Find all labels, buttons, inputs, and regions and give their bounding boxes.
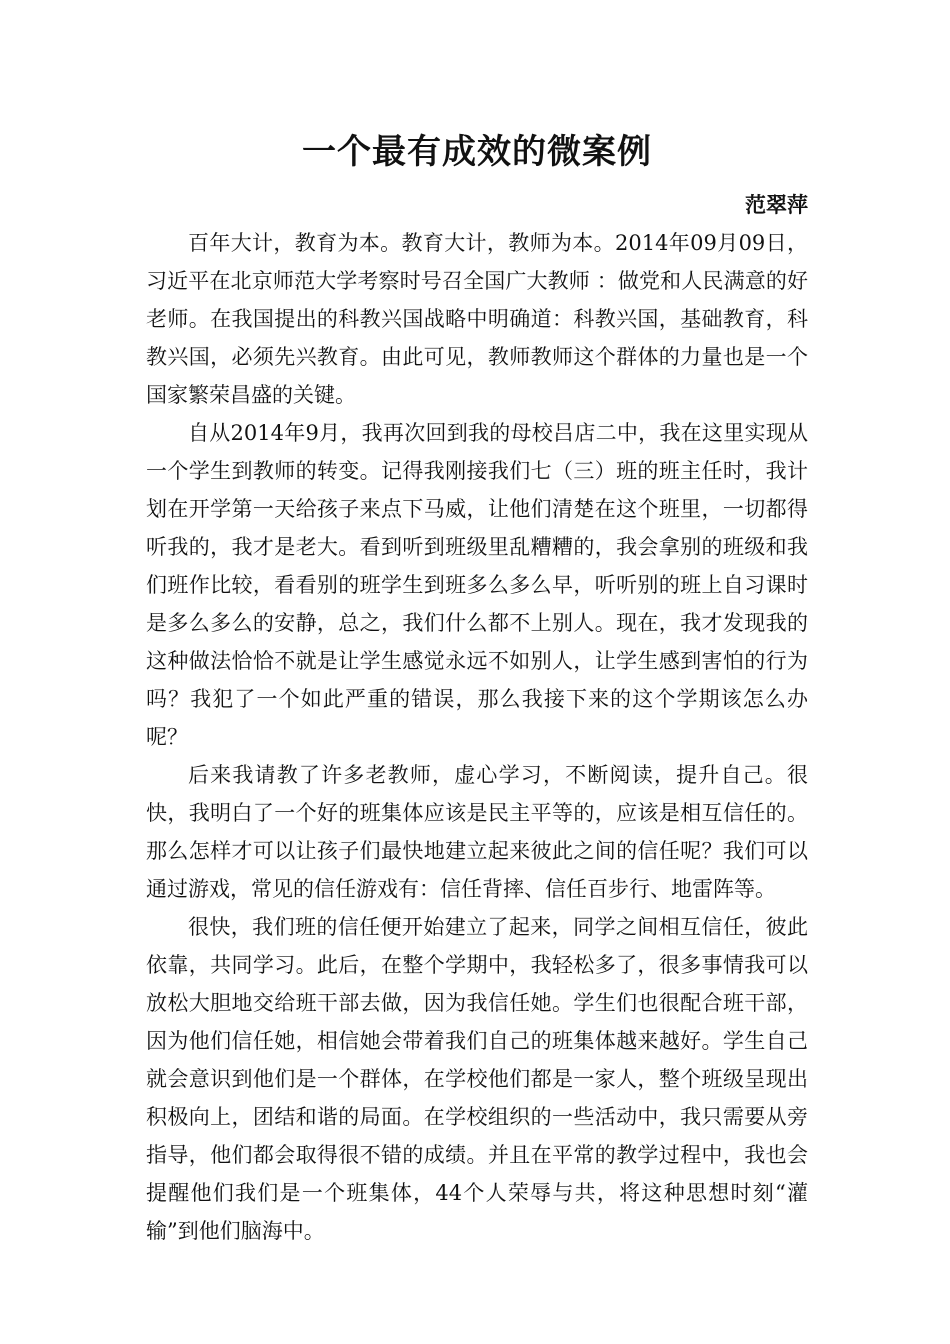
paragraph-2: 自从2014年9月，我再次回到我的母校吕店二中，我在这里实现从一个学生到教师的转变。记得我刚接我们七（三）班的班主任时，我计划在开学第一天给孩子来点下马威，让他们清楚在这个班里，一切都得听我的，我才是老大。看到听到班级里乱糟糟的，我会拿别的班级和我们班作比较，看看别的班学生到班多么多么早，听听别的班上自习课时是多么多么的安静，总之，我们什么都不上别人。现在，我才发现我的这种做法恰恰不就是让学生感觉永远不如别人，让学生感到害怕的行为吗？我犯了一个如此严重的错误，那么我接下来的这个学期该怎么办呢？ (146, 421, 808, 749)
paragraph-4: 很快，我们班的信任便开始建立了起来，同学之间相互信任，彼此依靠，共同学习。此后，在整个学期中，我轻松多了，很多事情我可以放松大胆地交给班干部去做，因为我信任她。学生们也很配合班干部，因为他们信任她，相信她会带着我们自己的班集体越来越好。学生自己就会意识到他们是一个群体，在学校他们都是一家人，整个班级呈现出积极向上，团结和谐的局面。在学校组织的一些活动中，我只需要从旁指导，他们都会取得很不错的成绩。并且在平常的教学过程中，我也会提醒他们我们是一个班集体，44个人荣辱与共，将这种思想时刻“灌输”到他们脑海中。 (146, 915, 808, 1243)
author-name: 范翠萍 (745, 193, 808, 217)
document-page (146, 128, 808, 1250)
paragraph-3: 后来我请教了许多老教师，虚心学习，不断阅读，提升自己。很快，我明白了一个好的班集体应该是民主平等的，应该是相互信任的。那么怎样才可以让孩子们最快地建立起来彼此之间的信任呢？我们可以通过游戏，常见的信任游戏有：信任背摔、信任百步行、地雷阵等。 (146, 763, 808, 901)
document-title: 一个最有成效的微案例 (302, 132, 652, 172)
paragraph-1: 百年大计，教育为本。教育大计，教师为本。2014年09月09日，习近平在北京师范大学考察时号召全国广大教师 ：做党和人民满意的好老师。在我国提出的科教兴国战略中明确道：科教兴国，基础教育，科教兴国，必须先兴教育。由此可见，教师教师这个群体的力量也是一个国家繁荣昌盛的关键。 (146, 231, 808, 407)
document-body (146, 224, 808, 1250)
